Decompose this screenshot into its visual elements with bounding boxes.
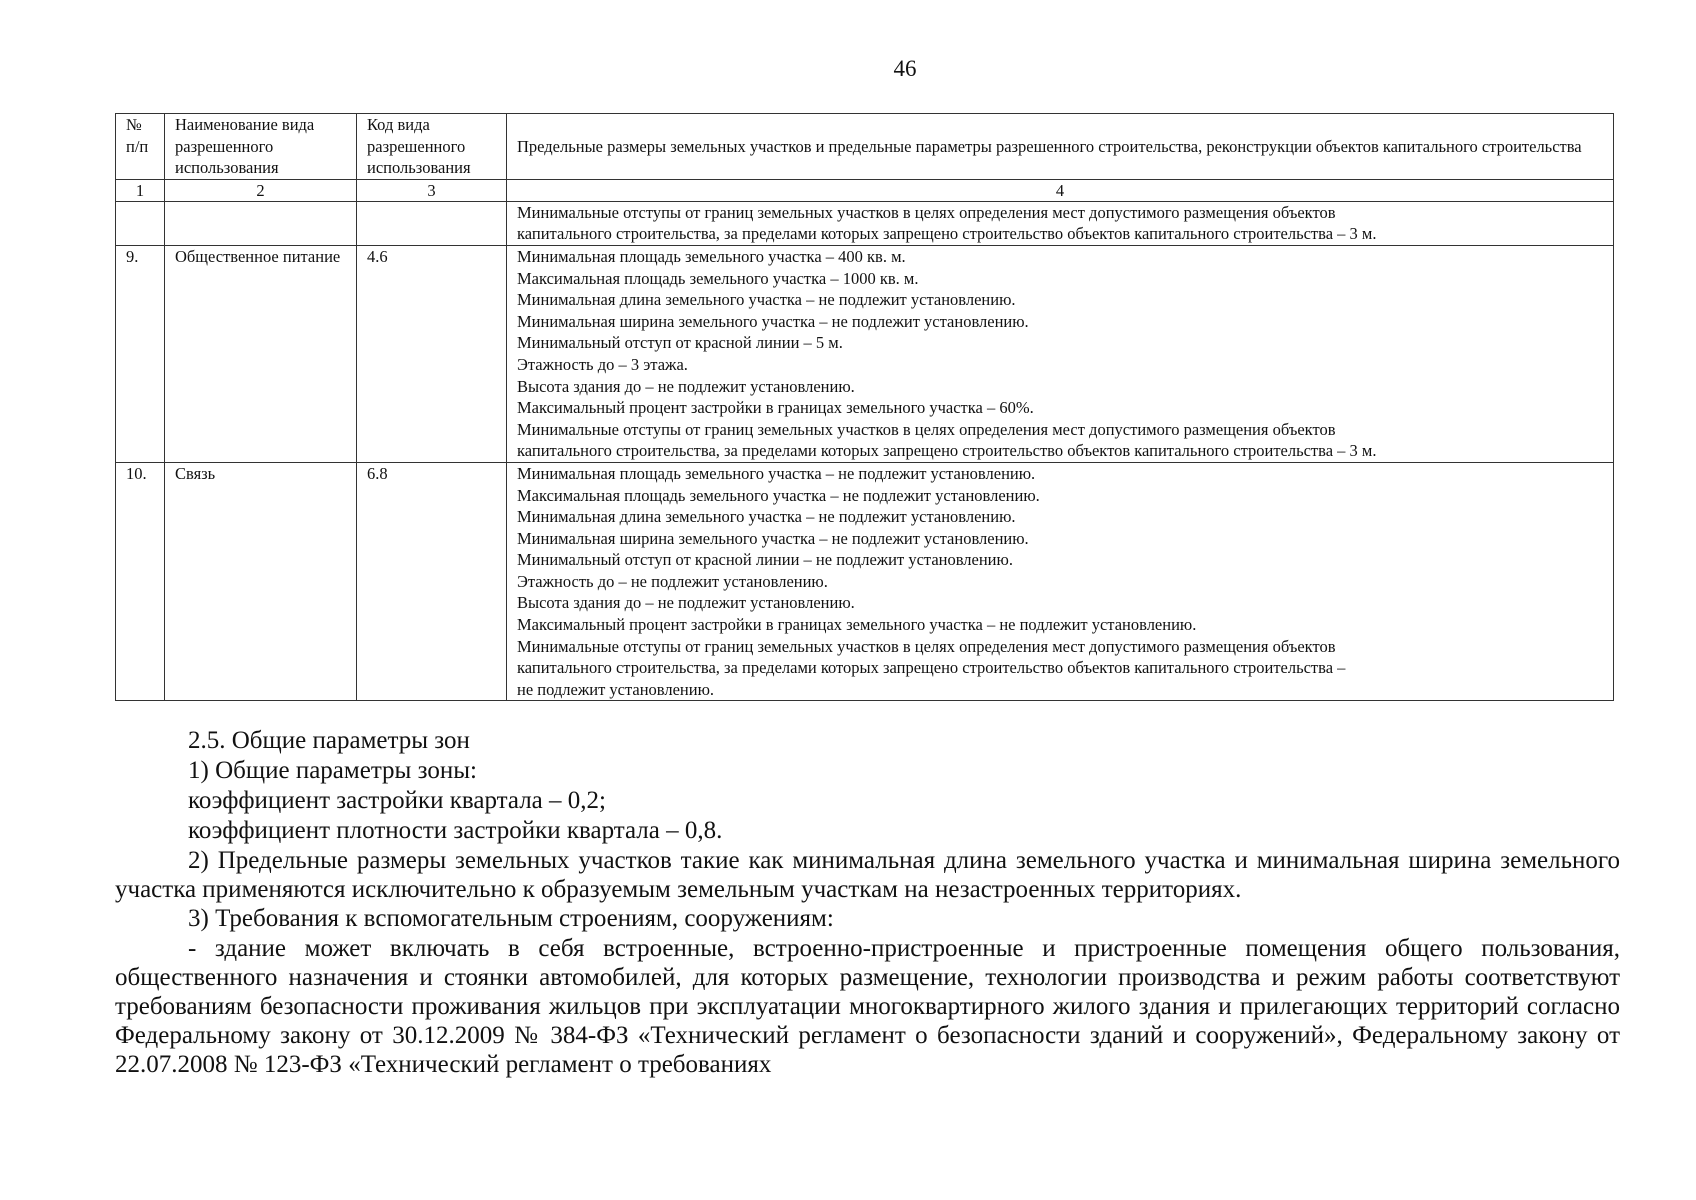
param-line: Минимальная длина земельного участка – не подлежит установлению. [517, 290, 1016, 310]
param-line: Минимальный отступ от красной линии – не подлежит установлению. [517, 550, 1013, 570]
row-params [507, 245, 1614, 462]
row-code [357, 201, 507, 245]
param-line: Минимальные отступы от границ земельных участков в целях определения мест допустимого размещения объектов [517, 419, 1336, 439]
param-line: Этажность до – не подлежит установлению. [517, 571, 828, 591]
param-line: капитального строительства, за пределами которых запрещено строительство объектов капитального строительства – 3 м. [517, 441, 1377, 461]
item2-paragraph: 2) Предельные размеры земельных участков такие как минимальная длина земельного участка и минимальная ширина земельного участка применяются исключительно к образуемым земельным участкам на незастроенных территориях. [115, 847, 1620, 903]
param-line: Высота здания до – не подлежит установлению. [517, 376, 855, 396]
table-header-row [116, 114, 1614, 180]
row-code: 4.6 [357, 245, 507, 462]
row-num [116, 201, 165, 245]
column-number: 1 [116, 179, 165, 201]
param-line: Максимальный процент застройки в границах земельного участка – 60%. [517, 398, 1034, 418]
param-line: Минимальные отступы от границ земельных участков в целях определения мест допустимого размещения объектов [517, 202, 1336, 222]
header-params: Предельные размеры земельных участков и предельные параметры разрешенного строительства, реконструкции объектов капитального строительства [507, 114, 1614, 180]
param-line: Минимальная площадь земельного участка – 400 кв. м. [517, 246, 906, 266]
body-text [115, 726, 1620, 1079]
column-number-row [116, 179, 1614, 201]
item1-title: 1) Общие параметры зоны: [188, 757, 477, 784]
param-line: Максимальная площадь земельного участка – не подлежит установлению. [517, 485, 1040, 505]
header-code: Код вида разрешенного использования [357, 114, 507, 180]
row-num: 10. [116, 462, 165, 701]
param-line: Минимальная длина земельного участка – не подлежит установлению. [517, 507, 1016, 527]
page-number: 46 [893, 56, 917, 81]
param-line: Максимальная площадь земельного участка – 1000 кв. м. [517, 268, 919, 288]
column-number: 4 [507, 179, 1614, 201]
param-line: Минимальная площадь земельного участка – не подлежит установлению. [517, 463, 1036, 483]
param-line: Минимальная ширина земельного участка – не подлежит установлению. [517, 311, 1029, 331]
section-title: 2.5. Общие параметры зон [188, 727, 470, 754]
param-line: Минимальные отступы от границ земельных участков в целях определения мест допустимого размещения объектов [517, 636, 1336, 656]
table-row [116, 462, 1614, 701]
param-line: Минимальная ширина земельного участка – не подлежит установлению. [517, 528, 1029, 548]
row-name [165, 201, 357, 245]
table-row [116, 201, 1614, 245]
param-line: капитального строительства, за пределами которых запрещено строительство объектов капитального строительства – 3 м. [517, 224, 1377, 244]
header-name: Наименование вида разрешенного использования [165, 114, 357, 180]
table-body [116, 201, 1614, 701]
header-num: № п/п [116, 114, 165, 180]
item3-title: 3) Требования к вспомогательным строениям, сооружениям: [188, 905, 834, 932]
param-line: Этажность до – 3 этажа. [517, 354, 688, 374]
item3-paragraph: - здание может включать в себя встроенные, встроенно-пристроенные и пристроенные помещения общего пользования, общественного назначения и стоянки автомобилей, для которых размещение, технологии производства и режим работы соответствуют требованиям безопасности проживания жильцов при эксплуатации многоквартирного жилого здания и прилегающих территорий согласно Федеральному закону от 30.12.2009 № 384-ФЗ «Технический регламент о безопасности зданий и сооружений», Федеральному закону от 22.07.2008 № 123-ФЗ «Технический регламент о требованиях [115, 935, 1620, 1078]
row-name: Связь [165, 462, 357, 701]
item1-line1: коэффициент застройки квартала – 0,2; [188, 787, 606, 814]
row-params [507, 201, 1614, 245]
param-line: не подлежит установлению. [517, 679, 715, 699]
column-number: 3 [357, 179, 507, 201]
row-name: Общественное питание [165, 245, 357, 462]
row-code: 6.8 [357, 462, 507, 701]
row-num: 9. [116, 245, 165, 462]
column-number: 2 [165, 179, 357, 201]
param-line: Высота здания до – не подлежит установлению. [517, 593, 855, 613]
param-line: Минимальный отступ от красной линии – 5 м. [517, 333, 843, 353]
land-use-parameters-table [115, 113, 1614, 701]
row-params [507, 462, 1614, 701]
param-line: капитального строительства, за пределами которых запрещено строительство объектов капитального строительства – [517, 658, 1346, 678]
item1-line2: коэффициент плотности застройки квартала – 0,8. [188, 817, 723, 844]
param-line: Максимальный процент застройки в границах земельного участка – не подлежит установлению. [517, 615, 1197, 635]
table-row [116, 245, 1614, 462]
